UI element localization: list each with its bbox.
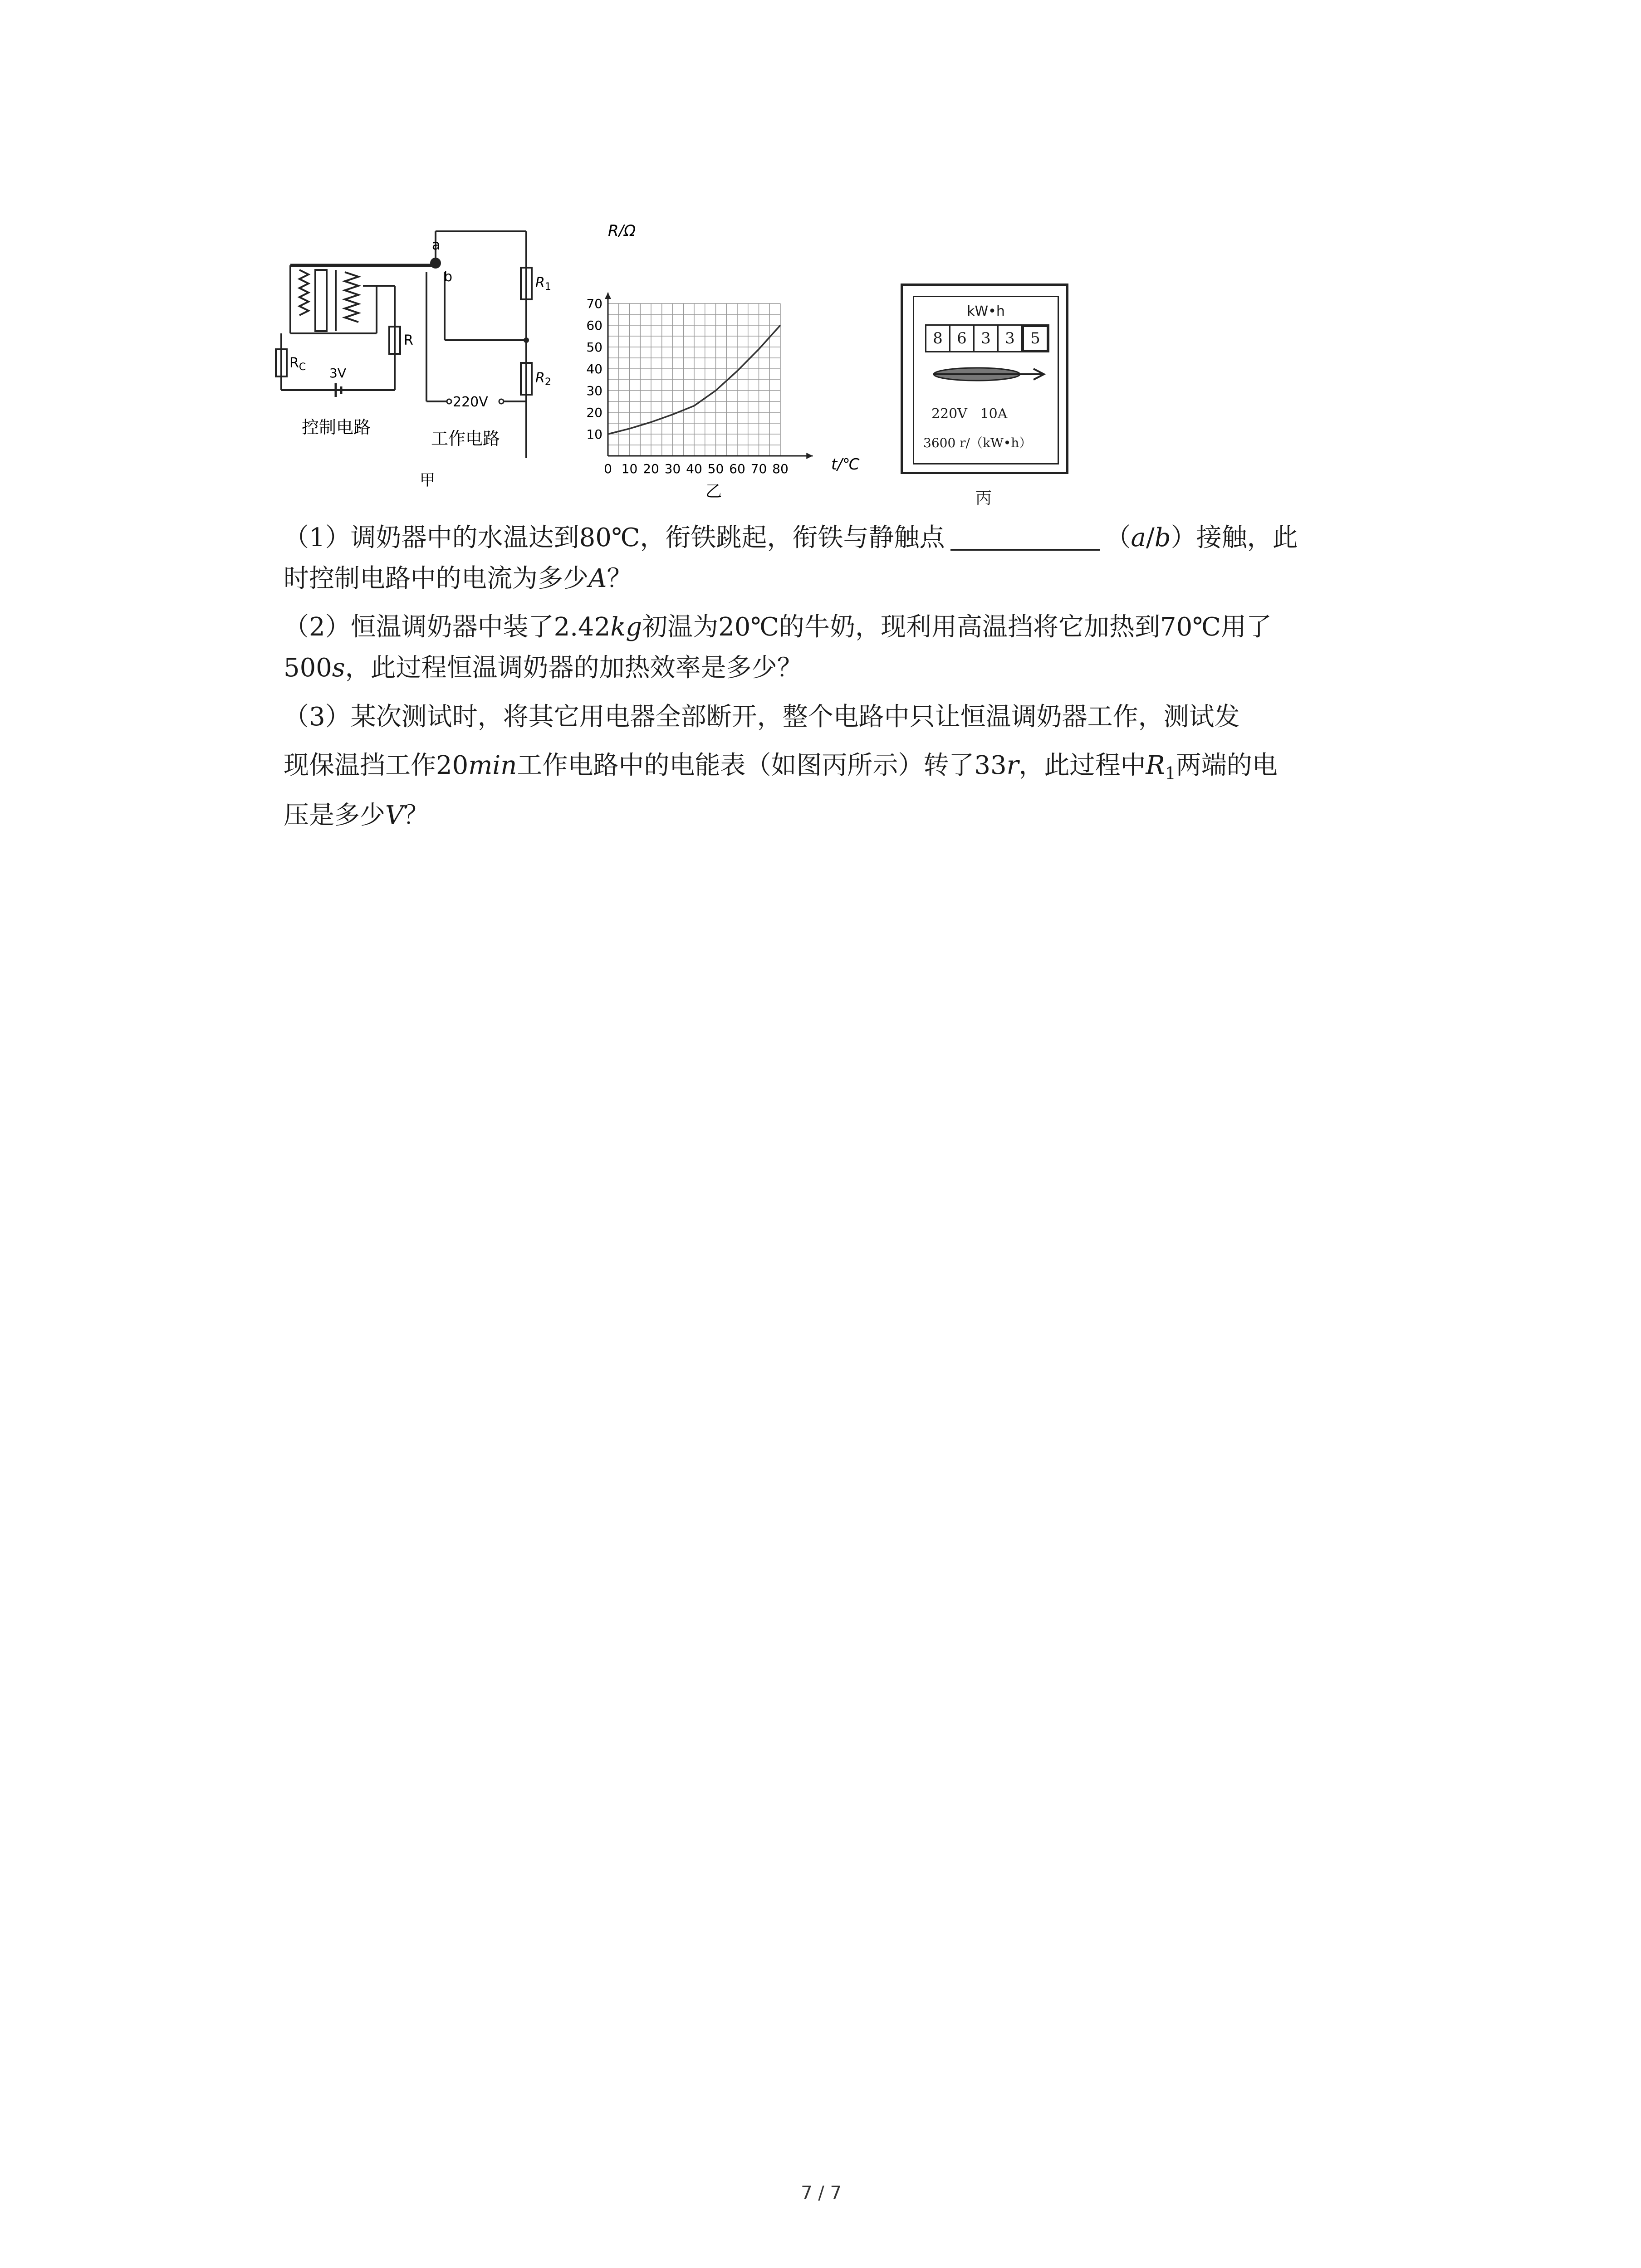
figure-bing-meter bbox=[901, 284, 1068, 474]
figure-jia-circuit bbox=[272, 213, 581, 503]
figure-yi-graph bbox=[572, 213, 880, 513]
r-label: R bbox=[404, 332, 413, 348]
x-tick-label: 70 bbox=[750, 461, 767, 476]
meter-digit-decimal: 5 bbox=[1023, 326, 1048, 351]
figure-yi-caption: 乙 bbox=[705, 482, 722, 501]
supply-label: 220V bbox=[453, 394, 488, 410]
x-tick-label: 60 bbox=[729, 461, 745, 476]
meter-digit: 3 bbox=[975, 326, 999, 351]
x-tick-label: 0 bbox=[604, 461, 612, 476]
contact-b-label: b bbox=[444, 269, 453, 285]
figure-bing-caption: 丙 bbox=[975, 489, 992, 508]
y-tick-label: 10 bbox=[586, 427, 603, 442]
question-2-line-1: （2）恒温调奶器中装了2.42kg初温为20℃的牛奶，现利用高温挡将它加热到70℃用了 bbox=[284, 612, 1272, 642]
x-axis-arrow bbox=[806, 453, 813, 459]
y-tick-label: 70 bbox=[586, 296, 603, 311]
meter-unit-label: kW•h bbox=[967, 303, 1005, 319]
y-tick-label: 50 bbox=[586, 340, 603, 355]
y-tick-label: 20 bbox=[586, 405, 603, 420]
answer-blank[interactable] bbox=[950, 529, 1100, 551]
y-tick-label: 60 bbox=[586, 318, 603, 333]
question-1-line-1: （1）调奶器中的水温达到80℃，衔铁跳起，衔铁与静触点 （a/b）接触，此 bbox=[284, 523, 1298, 552]
battery-label: 3V bbox=[329, 366, 346, 381]
control-circuit-label: 控制电路 bbox=[302, 417, 371, 437]
r2-label: $R_2$ bbox=[535, 370, 551, 388]
y-tick-label: 30 bbox=[586, 383, 603, 398]
r1-label: $R_1$ bbox=[535, 275, 551, 293]
y-axis-arrow bbox=[605, 293, 611, 299]
x-tick-label: 50 bbox=[707, 461, 724, 476]
x-tick-label: 30 bbox=[664, 461, 681, 476]
meter-digits bbox=[925, 324, 1049, 352]
meter-rating: 220V 10A bbox=[931, 406, 1008, 422]
contact-a-label: a bbox=[432, 237, 441, 253]
figure-jia-caption: 甲 bbox=[420, 471, 435, 489]
chart-ylabel: R/Ω bbox=[608, 222, 636, 240]
meter-digit: 6 bbox=[950, 326, 975, 351]
chart-ticks bbox=[586, 296, 788, 476]
meter-digit: 8 bbox=[926, 326, 950, 351]
x-tick-label: 40 bbox=[686, 461, 702, 476]
y-tick-label: 40 bbox=[586, 362, 603, 376]
meter-disc-icon bbox=[927, 361, 1049, 388]
page-number: 7 / 7 bbox=[801, 2183, 842, 2204]
x-tick-label: 10 bbox=[621, 461, 638, 476]
work-circuit-label: 工作电路 bbox=[431, 429, 500, 449]
meter-inner-frame bbox=[913, 296, 1059, 464]
x-tick-label: 80 bbox=[772, 461, 789, 476]
question-3-line-3: 压是多少V？ bbox=[284, 801, 429, 830]
meter-digit: 3 bbox=[999, 326, 1023, 351]
question-2-line-2: 500s，此过程恒温调奶器的加热效率是多少？ bbox=[284, 653, 803, 683]
chart-grid bbox=[608, 303, 780, 456]
question-3-line-2: 现保温挡工作20min工作电路中的电能表（如图丙所示）转了33r，此过程中$R_1$两端的电 bbox=[284, 751, 1278, 784]
question-1-line-2: 时控制电路中的电流为多少A？ bbox=[284, 564, 632, 593]
chart-xlabel: t/℃ bbox=[831, 455, 860, 474]
question-3-line-1: （3）某次测试时，将其它用电器全部断开，整个电路中只让恒温调奶器工作，测试发 bbox=[284, 702, 1240, 732]
x-tick-label: 20 bbox=[643, 461, 659, 476]
rc-label: $R_C$ bbox=[289, 355, 306, 373]
meter-constant: 3600 r/（kW•h） bbox=[923, 435, 1032, 450]
